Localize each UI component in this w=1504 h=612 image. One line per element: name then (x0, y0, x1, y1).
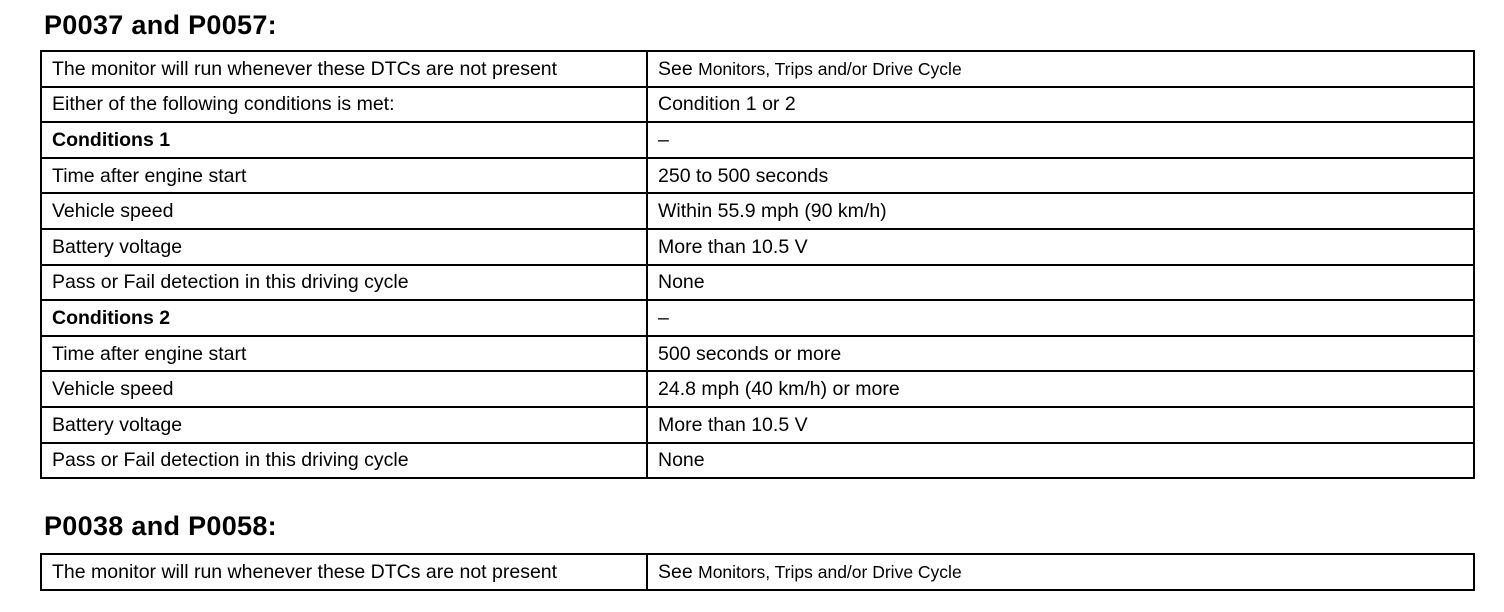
value-cell (647, 554, 1474, 590)
condition-cell: Vehicle speed (41, 193, 647, 229)
conditions-table-p0038-p0058 (40, 553, 1475, 591)
condition-cell: Time after engine start (41, 336, 647, 372)
table-row (41, 229, 1474, 265)
table-row (41, 193, 1474, 229)
condition-cell: Either of the following conditions is met: (41, 87, 647, 123)
table-row (41, 51, 1474, 87)
section-heading-p0037-p0057: P0037 and P0057: (44, 10, 277, 40)
value-cell: 250 to 500 seconds (647, 158, 1474, 194)
condition-cell: The monitor will run whenever these DTCs are not present (41, 51, 647, 87)
see-prefix: See (658, 560, 693, 583)
see-prefix: See (658, 57, 693, 80)
table-row (41, 158, 1474, 194)
table-row (41, 443, 1474, 479)
value-cell: Within 55.9 mph (90 km/h) (647, 193, 1474, 229)
condition-cell: Pass or Fail detection in this driving cycle (41, 443, 647, 479)
drive-cycle-reference: Monitors, Trips and/or Drive Cycle (698, 561, 962, 582)
table-row (41, 554, 1474, 590)
value-cell: – (647, 300, 1474, 336)
condition-cell: Time after engine start (41, 158, 647, 194)
table-row (41, 407, 1474, 443)
drive-cycle-reference: Monitors, Trips and/or Drive Cycle (698, 58, 962, 79)
value-cell: 24.8 mph (40 km/h) or more (647, 371, 1474, 407)
value-cell: None (647, 443, 1474, 479)
value-cell: 500 seconds or more (647, 336, 1474, 372)
table-row (41, 265, 1474, 301)
condition-cell: Pass or Fail detection in this driving cycle (41, 265, 647, 301)
condition-cell: Vehicle speed (41, 371, 647, 407)
value-cell: More than 10.5 V (647, 407, 1474, 443)
condition-cell: The monitor will run whenever these DTCs are not present (41, 554, 647, 590)
table-row (41, 300, 1474, 336)
value-cell: Condition 1 or 2 (647, 87, 1474, 123)
value-cell: None (647, 265, 1474, 301)
condition-cell: Battery voltage (41, 407, 647, 443)
condition-cell: Battery voltage (41, 229, 647, 265)
value-cell: More than 10.5 V (647, 229, 1474, 265)
table-row (41, 336, 1474, 372)
conditions-group-header: Conditions 1 (41, 122, 647, 158)
conditions-group-header: Conditions 2 (41, 300, 647, 336)
table-row (41, 87, 1474, 123)
value-cell: – (647, 122, 1474, 158)
table-row (41, 122, 1474, 158)
table-row (41, 371, 1474, 407)
conditions-table-p0037-p0057 (40, 50, 1475, 479)
section-heading-p0038-p0058: P0038 and P0058: (44, 511, 277, 541)
value-cell (647, 51, 1474, 87)
